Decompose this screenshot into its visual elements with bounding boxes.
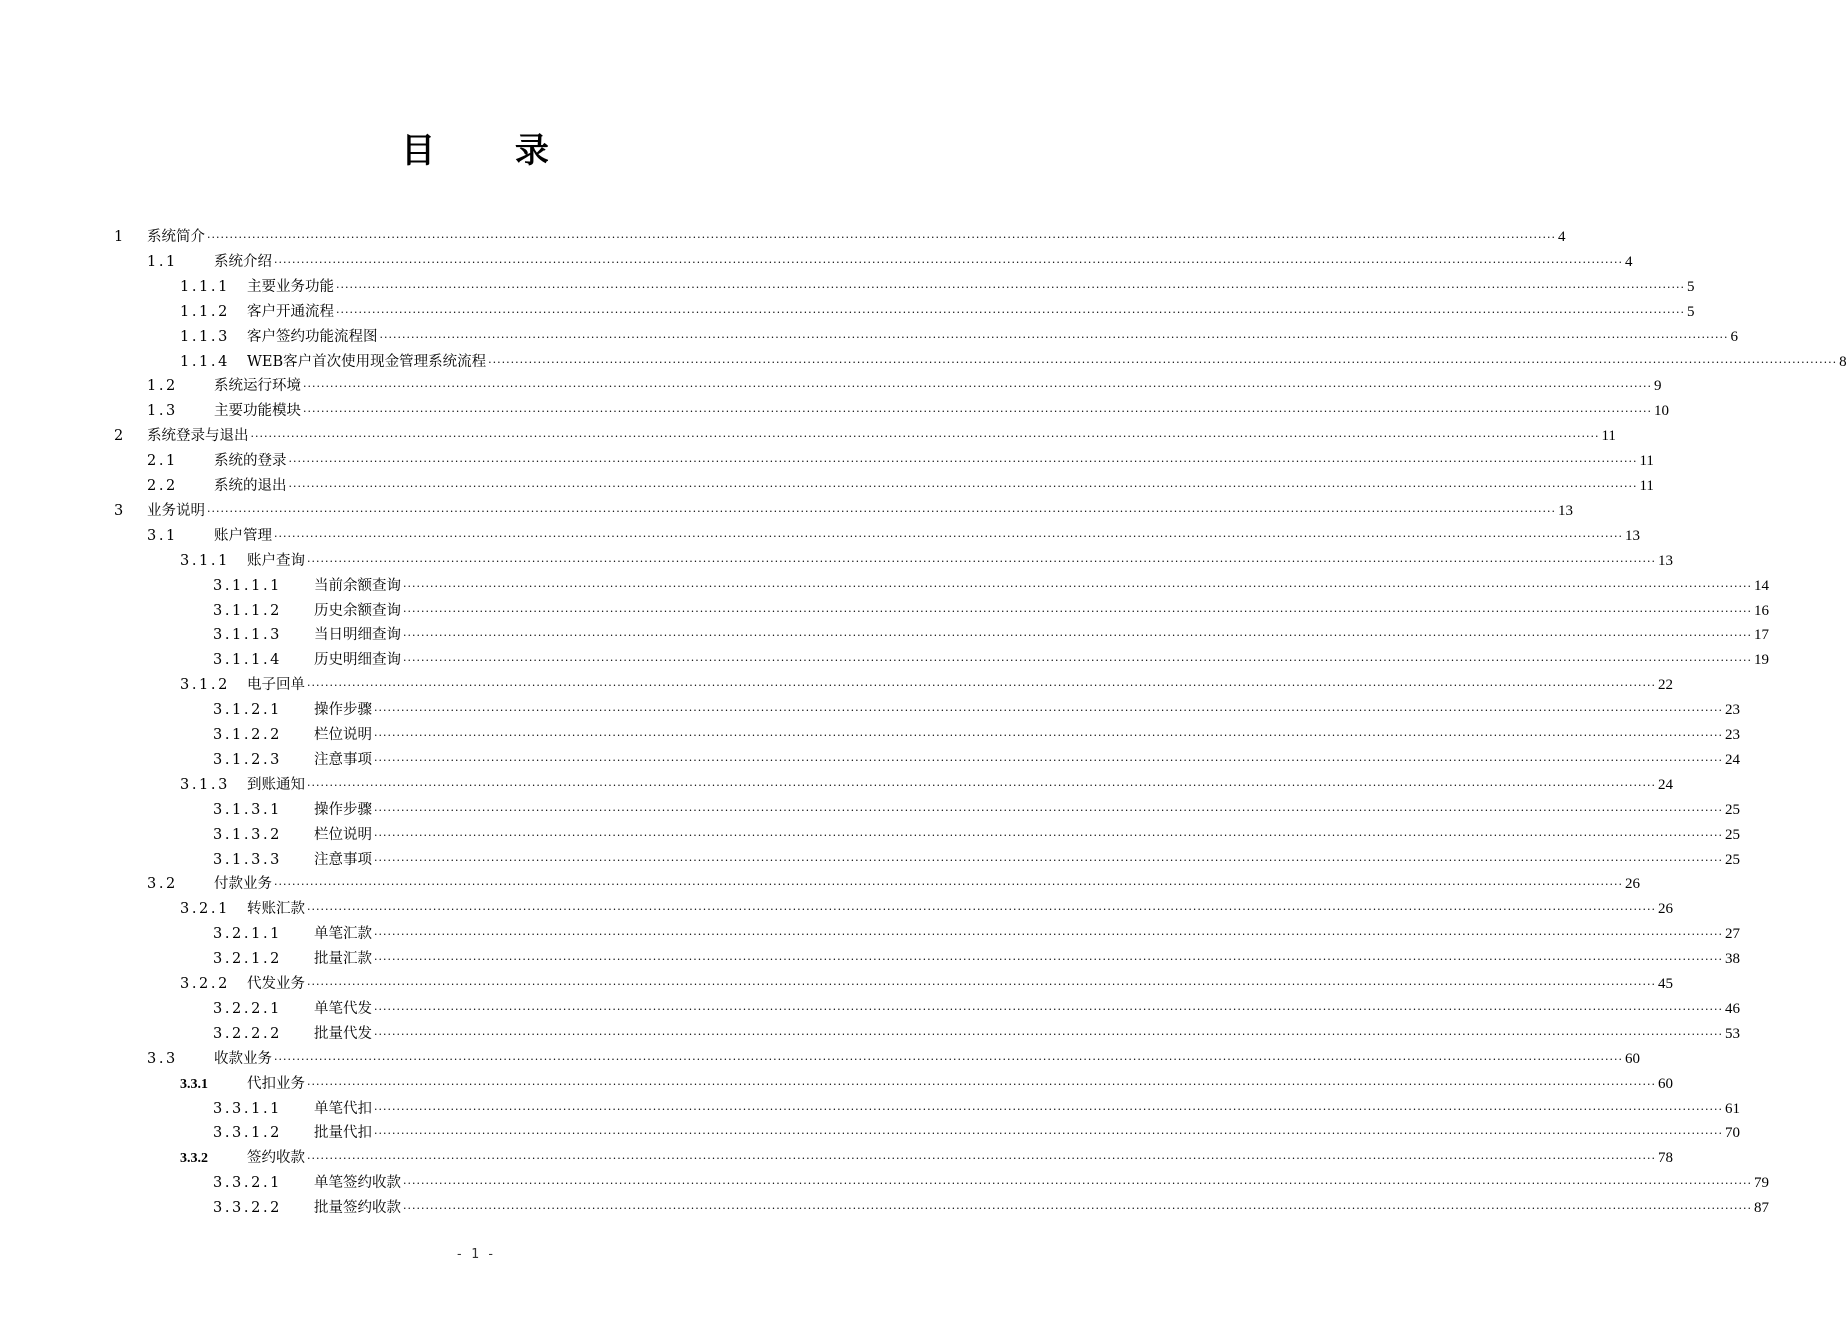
toc-entry[interactable] <box>0 424 1616 449</box>
toc-entry[interactable] <box>0 1121 1740 1146</box>
toc-leader-dots: ············································································································································································································································································································ <box>307 978 1656 991</box>
toc-entry-page-number: 10 <box>1653 403 1669 420</box>
toc-entry-page-number: 78 <box>1657 1150 1673 1167</box>
toc-entry-line <box>314 599 1769 624</box>
toc-leader-dots: ············································································································································································································································································································ <box>374 753 1723 767</box>
toc-entry-page-number: 11 <box>1639 453 1654 470</box>
toc-entry[interactable] <box>0 648 1769 673</box>
toc-entry-number: 1 . 3 <box>147 403 175 420</box>
toc-leader-dots: ············································································································································································································································································································ <box>307 778 1656 792</box>
toc-entry-title: 电子回单 <box>247 677 305 694</box>
toc-entry-page-number: 8 <box>1839 353 1847 370</box>
toc-entry[interactable] <box>0 773 1673 798</box>
toc-entry-number: 3 . 3 . 1 . 1 <box>213 1100 279 1117</box>
toc-entry-page-number: 53 <box>1724 1025 1740 1042</box>
toc-entry-line <box>314 997 1740 1022</box>
toc-entry-line <box>314 1097 1740 1122</box>
toc-entry-page-number: 26 <box>1624 876 1640 893</box>
toc-leader-dots: ············································································································································································································································································································ <box>374 928 1723 942</box>
toc-entry-line <box>314 1121 1740 1146</box>
toc-entry-line <box>214 374 1662 399</box>
toc-entry-title: 账户管理 <box>214 527 272 544</box>
toc-entry-page-number: 9 <box>1653 378 1662 395</box>
toc-leader-dots: ············································································································································································································································································································ <box>307 903 1656 917</box>
toc-entry-page-number: 14 <box>1753 577 1769 594</box>
toc-entry-number: 3.3.2 <box>180 1151 208 1167</box>
toc-entry-line <box>314 848 1740 873</box>
toc-leader-dots: ············································································································································································································································································································ <box>336 280 1685 294</box>
toc-entry-line <box>214 524 1640 549</box>
toc-entry-line <box>314 1022 1740 1047</box>
toc-leader-dots: ············································································································································································································································································································ <box>374 1002 1723 1016</box>
toc-entry-page-number: 13 <box>1657 552 1673 569</box>
toc-entry-title: 注意事项 <box>314 751 372 768</box>
toc-entry-page-number: 13 <box>1557 502 1573 519</box>
toc-entry-line <box>214 1047 1640 1072</box>
toc-entry-number: 1 . 1 . 4 <box>180 353 227 370</box>
toc-entry-title: 付款业务 <box>214 876 272 893</box>
toc-leader-dots: ············································································································································································································································································································ <box>307 679 1656 693</box>
toc-entry-title: 栏位说明 <box>314 826 372 843</box>
toc-entry-page-number: 4 <box>1624 253 1633 270</box>
toc-entry-title: 单笔代发 <box>314 1000 372 1017</box>
toc-leader-dots: ············································································································································································································································································································ <box>307 1077 1656 1091</box>
toc-leader-dots: ············································································································································································································································································································ <box>403 654 1752 668</box>
toc-entry-number: 2 . 1 <box>147 453 175 470</box>
toc-entry-number: 1 . 1 . 2 <box>180 303 227 320</box>
toc-entry-line <box>147 225 1566 250</box>
toc-entry-title: 操作步骤 <box>314 702 372 719</box>
toc-entry-page-number: 11 <box>1639 478 1654 494</box>
toc-entry-number: 3 . 3 . 2 . 1 <box>213 1175 279 1192</box>
toc-leader-dots: ············································································································································································································································································································ <box>207 231 1556 244</box>
toc-entry-line <box>314 823 1740 848</box>
toc-entry-title: 批量代发 <box>314 1025 372 1042</box>
toc-entry[interactable] <box>0 922 1740 947</box>
toc-leader-dots: ············································································································································································································································································································ <box>488 355 1838 369</box>
toc-entry-number: 3 . 1 . 2 . 3 <box>213 751 279 768</box>
toc-entry[interactable] <box>0 225 1566 250</box>
toc-entry-line <box>247 275 1695 300</box>
toc-entry-page-number: 5 <box>1686 303 1695 320</box>
toc-entry-page-number: 6 <box>1730 328 1738 345</box>
toc-leader-dots: ············································································································································································································································································································ <box>374 1102 1723 1116</box>
toc-entry-title: 主要功能模块 <box>214 403 301 420</box>
toc-entry[interactable] <box>0 524 1640 549</box>
toc-entry-title: 到账通知 <box>247 776 305 793</box>
toc-entry[interactable] <box>0 1171 1769 1196</box>
toc-leader-dots: ············································································································································································································································································································ <box>274 1052 1623 1066</box>
toc-entry-page-number: 17 <box>1753 627 1769 644</box>
toc-entry-number: 3 . 1 . 2 . 2 <box>213 727 279 743</box>
toc-leader-dots: ············································································································································································································································································································ <box>374 953 1723 967</box>
toc-leader-dots: ············································································································································································································································································································ <box>374 1027 1723 1041</box>
toc-entry[interactable] <box>0 872 1640 897</box>
toc-entry-page-number: 38 <box>1724 951 1740 968</box>
toc-leader-dots: ············································································································································································································································································································ <box>379 330 1729 344</box>
toc-leader-dots: ············································································································································································································································································································ <box>250 430 1600 444</box>
toc-entry-page-number: 24 <box>1657 776 1673 793</box>
toc-leader-dots: ············································································································································································································································································································ <box>307 554 1656 568</box>
toc-entry[interactable] <box>0 474 1654 499</box>
toc-leader-dots: ············································································································································································································································································································ <box>288 455 1638 469</box>
toc-entry-number: 3 . 1 <box>147 527 175 544</box>
toc-entry-number: 3 . 3 . 1 . 2 <box>213 1125 279 1142</box>
toc-entry-title: 当前余额查询 <box>314 577 401 594</box>
toc-entry[interactable] <box>0 275 1695 300</box>
toc-entry[interactable] <box>0 350 1847 375</box>
toc-entry-page-number: 16 <box>1753 602 1769 619</box>
toc-entry[interactable] <box>0 574 1769 599</box>
toc-entry-number: 3 . 1 . 2 . 1 <box>213 702 279 719</box>
toc-entry[interactable] <box>0 972 1673 997</box>
toc-entry-page-number: 5 <box>1686 278 1695 295</box>
toc-entry-line <box>247 350 1847 375</box>
toc-leader-dots: ············································································································································································································································································································ <box>374 729 1723 742</box>
toc-entry-page-number: 13 <box>1624 527 1640 544</box>
toc-entry-line <box>314 748 1740 773</box>
toc-entry-number: 1 . 2 <box>147 378 175 395</box>
toc-entry-title: 系统登录与退出 <box>147 428 249 445</box>
toc-entry-line <box>314 1171 1769 1196</box>
toc-entry-title: 单笔代扣 <box>314 1100 372 1117</box>
toc-entry-line <box>147 499 1573 524</box>
toc-entry-line <box>314 574 1769 599</box>
toc-leader-dots: ············································································································································································································································································································ <box>403 629 1752 643</box>
toc-entry-line <box>247 549 1673 574</box>
toc-entry-page-number: 26 <box>1657 901 1673 918</box>
toc-entry-title: WEB客户首次使用现金管理系统流程 <box>247 353 487 370</box>
toc-entry-title: 批量代扣 <box>314 1125 372 1142</box>
toc-leader-dots: ············································································································································································································································································································ <box>207 504 1556 518</box>
toc-leader-dots: ············································································································································································································································································································ <box>303 380 1652 394</box>
toc-leader-dots: ············································································································································································································································································································ <box>374 1127 1723 1141</box>
toc-entry[interactable] <box>0 673 1673 698</box>
toc-entry-number: 3 . 1 . 1 . 2 <box>213 602 279 619</box>
toc-entry-title: 代发业务 <box>247 976 305 992</box>
toc-entry-line <box>247 1146 1673 1171</box>
toc-entry-title: 当日明细查询 <box>314 627 401 644</box>
toc-entry-page-number: 24 <box>1724 751 1740 768</box>
toc-entry[interactable] <box>0 1022 1740 1047</box>
toc-entry-page-number: 23 <box>1724 702 1740 719</box>
toc-entry-page-number: 60 <box>1657 1075 1673 1092</box>
toc-leader-dots: ············································································································································································································································································································ <box>274 878 1623 892</box>
toc-entry-line <box>214 449 1654 474</box>
toc-entry-number: 3 . 1 . 1 . 4 <box>213 652 279 669</box>
toc-leader-dots: ············································································································································································································································································································ <box>374 803 1723 817</box>
toc-entry-number: 2 . 2 <box>147 478 175 494</box>
toc-entry-number: 3 . 1 . 3 . 1 <box>213 801 279 818</box>
toc-entry-page-number: 25 <box>1724 826 1740 843</box>
toc-entry-number: 3 . 1 . 1 <box>180 552 227 569</box>
toc-entry-line <box>314 648 1769 673</box>
toc-entry-number: 1 . 1 <box>147 253 175 270</box>
toc-entry-number: 3 . 1 . 2 <box>180 677 227 694</box>
toc-entry-number: 3 . 1 . 3 <box>180 776 227 793</box>
toc-entry-number: 3 <box>114 502 123 519</box>
toc-entry-line <box>247 897 1673 922</box>
toc-entry-number: 2 <box>114 428 123 445</box>
page-title: 目 录 <box>401 131 583 171</box>
toc-leader-dots: ············································································································································································································································································································ <box>403 579 1752 593</box>
toc-entry-number: 3.3.1 <box>180 1076 208 1092</box>
toc-entry[interactable] <box>0 798 1740 823</box>
toc-entry-page-number: 22 <box>1657 677 1673 694</box>
toc-leader-dots: ············································································································································································································································································································ <box>403 1177 1752 1191</box>
toc-entry-line <box>214 474 1654 499</box>
toc-entry-title: 系统简介 <box>147 229 205 245</box>
toc-leader-dots: ············································································································································································································································································································ <box>303 405 1652 419</box>
toc-entry-line <box>247 773 1673 798</box>
toc-entry-title: 批量签约收款 <box>314 1200 401 1217</box>
toc-entry[interactable] <box>0 325 1738 350</box>
toc-entry[interactable] <box>0 1047 1640 1072</box>
toc-entry-page-number: 70 <box>1724 1125 1740 1142</box>
toc-entry[interactable] <box>0 374 1662 399</box>
toc-entry-number: 3 . 1 . 1 . 3 <box>213 627 279 644</box>
toc-entry-page-number: 25 <box>1724 851 1740 868</box>
toc-entry[interactable] <box>0 848 1740 873</box>
toc-entry[interactable] <box>0 947 1740 972</box>
toc-entry[interactable] <box>0 250 1633 275</box>
toc-entry-number: 3 . 2 . 2 . 2 <box>213 1025 279 1042</box>
toc-entry-title: 系统介绍 <box>214 253 272 270</box>
toc-entry-page-number: 25 <box>1724 801 1740 818</box>
toc-leader-dots: ············································································································································································································································································································ <box>274 255 1623 269</box>
toc-entry-number: 3 . 1 . 3 . 2 <box>213 826 279 843</box>
toc-entry-number: 3 . 1 . 3 . 3 <box>213 851 279 868</box>
toc-entry-page-number: 46 <box>1724 1000 1740 1017</box>
toc-entry-number: 1 . 1 . 1 <box>180 278 227 295</box>
toc-entry-line <box>214 399 1669 424</box>
toc-leader-dots: ············································································································································································································································································································ <box>403 604 1752 618</box>
toc-entry-line <box>314 623 1769 648</box>
toc-entry-title: 系统的登录 <box>214 453 287 470</box>
toc-leader-dots: ············································································································································································································································································································ <box>336 305 1685 319</box>
toc-entry[interactable] <box>0 823 1740 848</box>
toc-leader-dots: ············································································································································································································································································································ <box>288 480 1638 493</box>
toc-entry-title: 注意事项 <box>314 851 372 868</box>
toc-entry-number: 3 . 2 . 2 . 1 <box>213 1000 279 1017</box>
toc-entry[interactable] <box>0 1097 1740 1122</box>
toc-entry-page-number: 45 <box>1657 976 1673 992</box>
toc-entry[interactable] <box>0 399 1669 424</box>
toc-entry-number: 1 <box>114 229 123 245</box>
toc-entry-title: 单笔汇款 <box>314 926 372 943</box>
toc-entry[interactable] <box>0 449 1654 474</box>
toc-entry-line <box>247 972 1673 997</box>
toc-entry-title: 客户开通流程 <box>247 303 334 320</box>
toc-entry-line <box>314 723 1740 748</box>
toc-entry-line <box>247 300 1695 325</box>
toc-entry-line <box>214 872 1640 897</box>
toc-entry[interactable] <box>0 499 1573 524</box>
toc-entry[interactable] <box>0 1196 1769 1221</box>
toc-entry-number: 3 . 1 . 1 . 1 <box>213 577 279 594</box>
toc-entry-line <box>314 947 1740 972</box>
toc-entry-title: 操作步骤 <box>314 801 372 818</box>
toc-leader-dots: ············································································································································································································································································································ <box>307 1152 1656 1166</box>
toc-entry[interactable] <box>0 599 1769 624</box>
toc-entry-number: 3 . 2 <box>147 876 175 893</box>
toc-entry-line <box>314 698 1740 723</box>
toc-entry[interactable] <box>0 300 1695 325</box>
toc-entry-title: 转账汇款 <box>247 901 305 918</box>
toc-entry-page-number: 60 <box>1624 1050 1640 1067</box>
toc-entry-page-number: 61 <box>1724 1100 1740 1117</box>
toc-entry-title: 客户签约功能流程图 <box>247 328 378 345</box>
toc-entry-line <box>314 922 1740 947</box>
toc-entry-title: 主要业务功能 <box>247 278 334 295</box>
toc-entry-title: 签约收款 <box>247 1150 305 1167</box>
toc-entry-line <box>247 673 1673 698</box>
toc-entry-title: 业务说明 <box>147 502 205 519</box>
toc-entry-number: 1 . 1 . 3 <box>180 328 227 345</box>
toc-leader-dots: ············································································································································································································································································································ <box>374 828 1723 842</box>
toc-entry-title: 批量汇款 <box>314 951 372 968</box>
toc-entry-number: 3 . 3 . 2 . 2 <box>213 1200 279 1217</box>
toc-entry-number: 3 . 2 . 2 <box>180 976 227 992</box>
toc-entry-title: 代扣业务 <box>247 1075 305 1092</box>
toc-entry-title: 系统运行环境 <box>214 378 301 395</box>
toc-leader-dots: ············································································································································································································································································································ <box>374 704 1723 718</box>
toc-entry-number: 3 . 2 . 1 . 1 <box>213 926 279 943</box>
toc-entry-page-number: 79 <box>1753 1175 1769 1192</box>
toc-entry-line <box>214 250 1633 275</box>
toc-leader-dots: ············································································································································································································································································································ <box>274 529 1623 543</box>
toc-leader-dots: ············································································································································································································································································································ <box>403 1202 1752 1216</box>
toc-entry-title: 栏位说明 <box>314 727 372 743</box>
toc-entry-line <box>247 325 1738 350</box>
toc-entry-page-number: 4 <box>1557 229 1566 245</box>
toc-entry-line <box>247 1072 1673 1097</box>
toc-entry-title: 账户查询 <box>247 552 305 569</box>
toc-entry-line <box>314 798 1740 823</box>
toc-entry-page-number: 27 <box>1724 926 1740 943</box>
toc-entry[interactable] <box>0 723 1740 748</box>
toc-entry[interactable] <box>0 897 1673 922</box>
toc-entry-title: 系统的退出 <box>214 478 287 494</box>
toc-entry[interactable] <box>0 549 1673 574</box>
toc-leader-dots: ············································································································································································································································································································ <box>374 853 1723 867</box>
toc-entry-number: 3 . 3 <box>147 1050 175 1067</box>
toc-entry-title: 收款业务 <box>214 1050 272 1067</box>
toc-entry-number: 3 . 2 . 1 . 2 <box>213 951 279 968</box>
toc-entry-title: 历史余额查询 <box>314 602 401 619</box>
toc-entry[interactable] <box>0 623 1769 648</box>
toc-entry-line <box>314 1196 1769 1221</box>
toc-entry-page-number: 11 <box>1601 428 1616 445</box>
toc-entry-number: 3 . 2 . 1 <box>180 901 227 918</box>
toc-entry-page-number: 23 <box>1724 727 1740 743</box>
toc-entry[interactable] <box>0 1072 1673 1097</box>
toc-entry-title: 单笔签约收款 <box>314 1175 401 1192</box>
page-number-footer: - 1 - <box>455 1247 495 1262</box>
toc-entry-page-number: 87 <box>1753 1200 1769 1217</box>
toc-entry-line <box>147 424 1616 449</box>
toc-entry-page-number: 19 <box>1753 652 1769 669</box>
toc-entry[interactable] <box>0 997 1740 1022</box>
toc-entry[interactable] <box>0 1146 1673 1171</box>
toc-entry[interactable] <box>0 748 1740 773</box>
toc-entry-title: 历史明细查询 <box>314 652 401 669</box>
toc-entry[interactable] <box>0 698 1740 723</box>
